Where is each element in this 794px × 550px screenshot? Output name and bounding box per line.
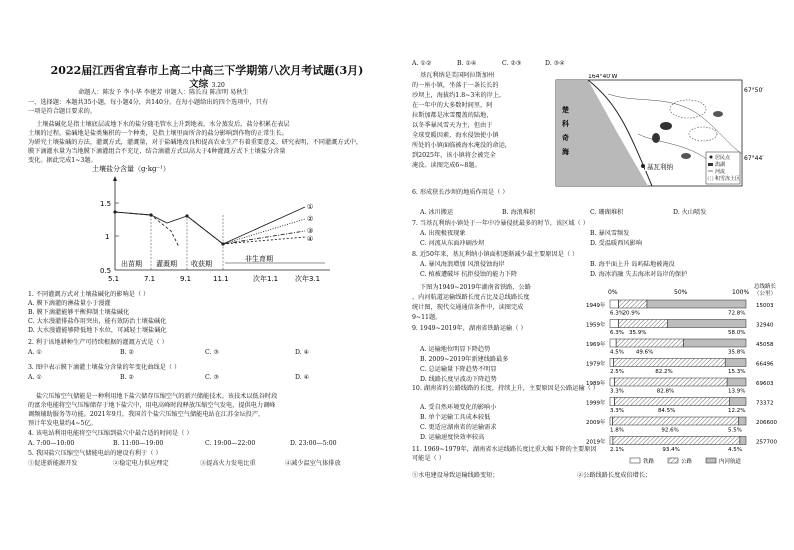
axis-tick: 0% [608, 289, 618, 296]
doc-date: 3.20 [211, 82, 225, 89]
prev-option: A. ①② [412, 60, 432, 67]
sea-label: 奇 [562, 134, 569, 142]
passage3-line: 所处的小镇面临被海水淹没的命运， [412, 142, 511, 149]
bar-total: 32940 [756, 322, 774, 329]
xtick: 5.1 [108, 275, 120, 283]
bar-railway [610, 300, 619, 308]
xtick: 次年1.1 [253, 275, 279, 283]
bar-label-waterway: 35.8% [728, 349, 746, 356]
total-label: （公里） [754, 291, 777, 297]
legend-label: 内河航道 [719, 459, 742, 465]
q7-option: C. 河流从东面冲刷沙坝 [420, 240, 485, 247]
bar-label-railway: 3.3% [610, 408, 624, 414]
map-legend: 河流 [715, 169, 726, 175]
q7-stem: 7. 当基瓦利纳小镇处于一年中冷暴侵扰最多的时节，该区域（ ） [412, 220, 589, 227]
period-label: 灌溉期 [156, 260, 177, 268]
instruction-1: 一、选择题：本题共35小题，每小题4分，共140分。在每小题给出的四个选项中，只有 [28, 99, 269, 106]
ytick: 1 [105, 233, 110, 241]
passage4-line: 统计图，现代交通通信条件中，读图完成 [412, 304, 524, 311]
bar-label-highway: 84.5% [657, 408, 676, 414]
bar-total: 206600 [756, 420, 777, 426]
q10-option: B. 单个运输工具成本较低 [420, 414, 491, 421]
q3-stem: 3. 图中表示膜下滴灌土壤盐分含量的年变化曲线是（ ） [28, 364, 181, 371]
transport-share-chart [586, 280, 782, 470]
period-label: 出苗期 [121, 260, 142, 268]
curve-marker: ① [307, 203, 314, 211]
bar-label-railway: 2.5% [610, 369, 624, 375]
curve-marker: ③ [307, 227, 314, 235]
total-label: 总线路长 [754, 284, 777, 290]
q9-option: C. 总运输量下降趋势不明显 [420, 366, 497, 373]
bar-railway [610, 437, 613, 445]
passage3-line: 基瓦利纳是美国阿拉斯加州 [420, 72, 495, 79]
q10-option: A. 受自然环境变化的影响小 [420, 404, 497, 411]
bar-waterway [729, 398, 746, 406]
prev-option: D. ③④ [545, 60, 565, 67]
q6-stem: 6. 形成狭长沙坝的地质作用是（ ） [412, 189, 509, 196]
bar-railway [610, 417, 612, 425]
bar-waterway [740, 437, 746, 445]
bar-label-waterway: 4.5% [728, 447, 742, 453]
axis-tick: 50% [674, 289, 688, 296]
q5-option: ①促进新能源开发 [28, 460, 78, 467]
q2-stem: 2. 利于该地耕种生产可持续根据的灌溉方式是（ ） [28, 339, 168, 346]
q10-option: D. 运输速度快效率较高 [420, 434, 485, 441]
q9-stem: 9. 1949~2019年，湖南省铁路运输（ ） [412, 325, 527, 332]
curve-marker: ② [307, 215, 314, 223]
bar-total: 73372 [756, 400, 774, 407]
passage4-line: 9~11题。 [412, 314, 442, 321]
passage3-line: 沙坝上，海拔约1.8~3米的岸上， [412, 92, 506, 99]
q8-option: A. 暴风海浪增加 风浪侵蚀海岸 [420, 261, 505, 268]
axis-tick: 100% [732, 289, 750, 296]
curve-marker: ④ [307, 235, 314, 243]
bar-label-highway: 49.6% [635, 349, 654, 356]
q8-option: B. 海平面上升 岛屿陆地被淹没 [590, 261, 675, 268]
q4-option: D. 23:00—5:00 [290, 440, 337, 447]
bar-label-highway: 82.8% [656, 388, 675, 395]
bar-railway [610, 398, 614, 406]
q6-option: A. 冰川搬运 [420, 209, 454, 216]
q7-option: D. 受温暖西风影响 [590, 240, 642, 247]
map-legend: 居民点 [715, 155, 731, 161]
ytick: 1.5 [100, 200, 112, 208]
q9-option: D. 线路长度呈波动下降趋势 [420, 376, 497, 383]
passage3-line: 以冬季暴风雪天为主，但由于 [412, 122, 493, 129]
bar-year: 1949年 [586, 303, 606, 309]
bar-label-railway: 6.3% [610, 330, 624, 336]
bar-highway [614, 378, 727, 386]
passage3-line: 拉斯加都是冰雪覆盖的陆地， [412, 112, 493, 119]
ytick: 0.5 [100, 267, 112, 275]
passage1-line: 土壤的过程。盐碱地是盐类集积的一个种类，是指土壤里面所含的盐分影响到作物的正常生长。 [28, 130, 288, 137]
bar-label-railway: 1.8% [610, 427, 624, 434]
bar-label-railway: 3.3% [610, 388, 624, 395]
doc-title: 2022届江西省宜春市上高二中高三下学期第八次月考试题(3月) [50, 64, 364, 77]
q10-option: C. 更适应湖南省的运输需求 [420, 424, 497, 431]
passage2-line: 盐穴压缩空气储能是一种利用地下盐穴储存压缩空气的新兴储能技术。该技术以低谷时段 [36, 393, 278, 400]
bar-year: 1959年 [586, 322, 606, 329]
q4-option: A. 7:00—10:00 [28, 440, 75, 447]
bar-label-railway: 4.5% [610, 349, 624, 356]
q5-stem: 5. 我国盐穴压缩空气储能电站的建设有利于（ ） [28, 450, 162, 457]
q8-stem: 8. 近50年来，基瓦利纳小镇面积逐渐减少最主要原因是（ ） [412, 251, 579, 258]
bar-highway [614, 398, 729, 406]
bar-total: 257700 [756, 439, 777, 446]
bar-highway [612, 417, 738, 425]
q6-option: B. 海浪堆积 [502, 209, 536, 216]
q5-option: ②稳定电力供应理定 [113, 460, 169, 467]
bar-highway [613, 359, 725, 367]
passage4-line: 下图为1949~2019年湖南省铁路、公路 [420, 284, 531, 291]
bar-highway [616, 339, 683, 347]
map-legend: 潟湖 [715, 162, 726, 168]
legend-label: 公路 [681, 459, 693, 465]
bar-year: 1969年 [586, 342, 606, 348]
q7-option: B. 暴风雪频发 [590, 230, 630, 237]
q2-option: C. ③ [205, 349, 219, 356]
period-label: 收获期 [191, 260, 212, 268]
q2-option: D. ④ [295, 349, 310, 356]
passage3-line: 全球变暖因素，海水侵蚀使小镇 [412, 132, 499, 139]
bar-railway [610, 339, 616, 347]
map-lat: 67°50′ [744, 87, 764, 94]
q9-option: A. 运输地位明显下降趋势 [420, 346, 491, 353]
map-legend: 积雪冻土区 [715, 176, 741, 182]
q11-stem: 11. 1969~1979年，湖南省水运线路长度比重大幅下降的主要原因可能是（ ） [412, 446, 597, 462]
q1-option: C. 大水漫灌排盐作用突出，能有效防治土壤盐碱化 [28, 318, 167, 325]
bar-year: 1989年 [586, 381, 606, 387]
bar-waterway [727, 378, 746, 386]
sea-label: 楚 [562, 106, 569, 114]
q6-option: C. 珊瑚堆积 [590, 209, 624, 216]
q11-option: ①水电建设导致运输线路变短； [412, 472, 499, 479]
xtick: 次年3.1 [295, 275, 321, 283]
bar-label-waterway: 15.3% [728, 369, 746, 375]
q5-option: ③提高火力发电比重 [200, 460, 256, 467]
period-label: 非生育期 [245, 255, 273, 263]
q9-option: B. 2009~2019年新建线路最多 [420, 356, 509, 363]
xtick: 9.1 [180, 275, 192, 283]
passage1-line: 为研究土壤盐碱的方法，灌溉方式，灌溉量，对于盐碱地改良和提高农业生产有着重要意义。研究表明，不同灌溉方式中， [28, 139, 363, 146]
passage2-line: 的富余电能将空气压缩储存于地下盐穴中，用电高峰时段释放压缩空气发电，提供电力调峰 [28, 402, 276, 409]
bar-label-waterway: 58.0% [728, 330, 746, 336]
sea-label: 科 [562, 120, 569, 128]
bar-railway [610, 359, 613, 367]
q3-option: C. ③ [205, 374, 219, 381]
map-lon: 164°40′W [588, 74, 618, 80]
q4-option: C. 19:00—22:00 [205, 440, 256, 447]
instruction-2: 一项是符合题目要求的。 [28, 108, 97, 115]
bar-year: 2019年 [586, 439, 606, 446]
prev-option: B. ①④ [457, 60, 477, 67]
bar-label-railway: 2.1% [610, 447, 624, 453]
bar-total: 69603 [756, 381, 774, 387]
bar-waterway [647, 300, 746, 308]
bar-total: 45058 [756, 342, 774, 348]
bar-highway [613, 437, 740, 445]
sea-label: 海 [562, 148, 569, 156]
bar-waterway [725, 359, 746, 367]
town-label: 基瓦利纳 [647, 163, 673, 171]
bar-label-highway: 93.4% [662, 447, 680, 453]
bar-year: 1979年 [586, 361, 606, 368]
subject-label: 文综 [189, 79, 209, 90]
xtick: 11.1 [213, 275, 229, 283]
passage3-line: 到2025年，该小镇将会被完全 [412, 152, 496, 159]
q10-stem: 10. 湖南省的公路线路的长度，持续上升，主要原因是公路运输（ ） [412, 385, 600, 392]
q3-option: A. ① [28, 374, 42, 381]
bar-label-highway: 35.9% [628, 330, 647, 336]
bar-label-waterway: 12.2% [728, 408, 746, 414]
passage3-line: 的一座小镇，坐落于一条长长的 [412, 82, 499, 89]
bar-label-highway: 82.2% [655, 369, 673, 375]
q4-stem: 4. 该电站利用电能将空气压缩到盐穴中最合适的时间是（ ） [28, 430, 193, 437]
legend-label: 铁路 [643, 459, 655, 465]
bar-highway [619, 300, 647, 308]
bar-label-waterway: 72.8% [728, 310, 746, 317]
q8-option: D. 海冰消融 失去海冰对岛岸的保护 [590, 271, 688, 278]
bar-label-waterway: 5.5% [728, 427, 742, 434]
q8-option: C. 植被遭破坏 抗拒侵蚀的能力下降 [420, 271, 518, 278]
bar-waterway [667, 320, 746, 328]
bar-highway [619, 320, 668, 328]
bar-railway [610, 320, 619, 328]
q3-option: D. ④ [295, 374, 310, 381]
q3-option: B. ② [120, 374, 135, 381]
prev-option: C. ②③ [502, 60, 522, 67]
passage1-line: 土壤盐碱化是指土壤底层或地下水的盐分随毛管水上升到地表，水分蒸发后，盐分积累在表层 [36, 121, 290, 128]
bar-total: 15003 [756, 303, 774, 309]
map-lat: 67°44′ [744, 155, 764, 162]
bar-label-highway: 20.9% [622, 310, 641, 317]
q1-option: A. 膜下滴灌的淋盐量小于漫灌 [28, 300, 111, 307]
bar-label-waterway: 13.9% [728, 388, 746, 395]
doc-subject [28, 76, 386, 90]
kivalina-map [548, 74, 770, 188]
passage1-line: 变化。据此完成1~3题。 [28, 157, 97, 164]
passage3-line: 在一年中的大多数时间里，阿 [412, 102, 493, 109]
q11-option: ②公路线路长度成倍增长； [577, 472, 652, 479]
passage1-line: 膜下滴灌水量为当地膜下滴灌组合不充足，结合滴灌方式以高大于4种灌溉方式下土壤盐分含量 [28, 148, 286, 155]
chart-ylabel: 土壤盐分含量（g·kg⁻¹） [92, 165, 170, 173]
q6-option: D. 火山喷发 [673, 209, 707, 216]
passage2-line: 调频辅助服务等功能。2021年9月，我国首个盐穴压缩空气储能电站在江苏金坛投产， [28, 411, 265, 418]
bar-year: 1999年 [586, 400, 606, 407]
bar-label-highway: 92.6% [661, 427, 679, 434]
bar-year: 2009年 [586, 420, 606, 426]
bar-waterway [684, 339, 746, 347]
bar-total: 66496 [756, 361, 774, 368]
staff-line: 命题人：陈发予 李小华 李建芳 审题人：陈长良 陈彦明 易秋生 [78, 89, 249, 96]
bar-waterway [738, 417, 746, 425]
q1-stem: 1. 不同灌溉方式对土壤盐碱化的影响是（ ） [28, 291, 150, 298]
bar-railway [610, 378, 614, 386]
passage3-line: 淹没。读图完成6~8题。 [412, 162, 481, 169]
q4-option: B. 11:00—19:00 [113, 440, 164, 447]
salt-chart [95, 175, 335, 287]
q1-option: D. 大水漫灌能够降低地下水位，可减轻土壤盐碱化 [28, 327, 167, 334]
passage4-line: 、内河航道运输线路长度占比及总线路长度 [412, 294, 530, 301]
passage2-line: 预计年发电量约4~5亿。 [28, 420, 97, 427]
bar-label-railway: 6.3% [610, 310, 624, 317]
q2-option: A. ① [28, 349, 42, 356]
q5-option: ④减少温室气体排放 [285, 460, 341, 467]
q2-option: B. ② [120, 349, 135, 356]
q7-option: A. 出现极夜现象 [420, 230, 466, 237]
q1-option: B. 膜下滴灌能够平衡抑制土壤盐碱化 [28, 309, 130, 316]
xtick: 7.1 [144, 275, 156, 283]
